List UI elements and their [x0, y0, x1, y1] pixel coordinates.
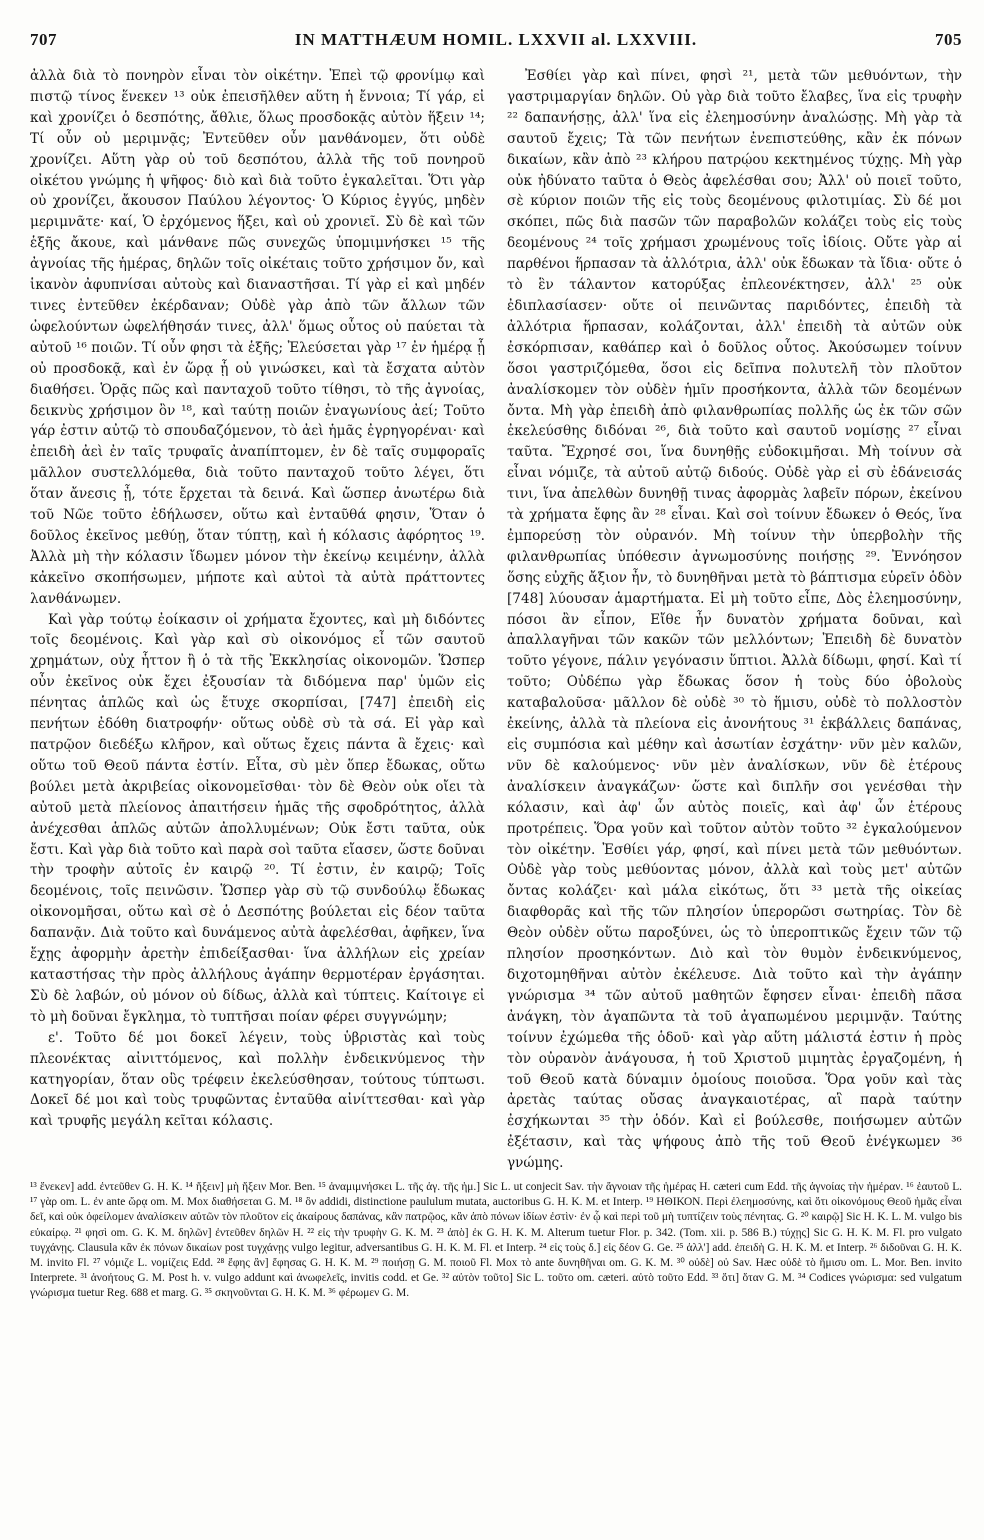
left-paragraph-2: Καὶ γὰρ τούτῳ ἐοίκασιν οἱ χρήματα ἔχοντες, καὶ μὴ διδόντες τοῖς δεομένοις. Καὶ γὰρ καὶ σὺ οἰκονόμος εἶ τῶν σαυτοῦ χρημάτων, οὐχ ἧττον ἢ ὁ τὰ τῆς Ἐκκλησίας οἰκονομῶν. Ὥσπερ οὖν ἐκεῖνος οὐκ ἔχει ἐξουσίαν τὰ διδόμενα παρ' ὑμῶν εἰς πένητας ἁπλῶς καὶ ὡς ἔτυχε σκορπίσαι, [747] ἐπειδὴ εἰς πενήτων ἐδόθη διατροφήν· οὕτως οὐδὲ σὺ τὰ σά. Εἰ γὰρ καὶ πατρῷον διεδέξω κλῆρον, καὶ οὕτως ἔχεις πάντα ἃ ἔχεις· καὶ οὕτω τοῦ Θεοῦ πάντα ἐστίν. Εἶτα, σὺ μὲν ὅπερ ἔδωκας, οὕτω βούλει μετὰ ἀκριβείας οἰκονομεῖσθαι· τὸν δὲ Θεὸν οὐκ οἴει τὰ αὐτοῦ μετὰ πλείονος ἀπαιτήσειν ἡμᾶς τῆς σφοδρότητος, ἀλλὰ ἀνέχεσθαι ἁπλῶς αὐτῶν ἀπολλυμένων; Οὐκ ἔστι ταῦτα, οὐκ ἔστι. Καὶ γὰρ διὰ τοῦτο καὶ παρὰ σοὶ ταῦτα εἴασεν, ὥστε δοῦναι τὴν τροφὴν αὐτοῖς ἐν καιρῷ ²⁰. Τί ἐστιν, ἐν καιρῷ; Τοῖς δεομένοις, τοῖς πεινῶσιν. Ὥσπερ γὰρ σὺ τῷ συνδούλῳ ἔδωκας οἰκονομῆσαι, οὕτω καὶ σὲ ὁ Δεσπότης βούλεται εἰς δέον ταῦτα δαπανᾷν. Διὰ τοῦτο καὶ δυνάμενος αὐτὰ ἀφελέσθαι, ἀφῆκεν, ἵνα ἔχῃς ἀφορμὴν ἀρετὴν ἐπιδείξασθαι· ἵνα ἀλλήλων εἰς χρείαν καταστήσας τὴν πρὸς ἀλλήλους ἀγάπην θερμοτέραν ἐργάσηται. Σὺ δὲ λαβών, οὐ μόνον οὐ δίδως, ἀλλὰ καὶ τύπτεις. Καίτοιγε εἰ τὸ μὴ δοῦναι ἔγκλημα, τὸ τυπτῆσαι ποίαν φέρει συγγνώμην; — [30, 611, 485, 1025]
left-paragraph-3: ε'. Τοῦτο δέ μοι δοκεῖ λέγειν, τοὺς ὑβριστὰς καὶ τοὺς πλεονέκτας αἰνιττόμενος, καὶ πολλὴν ἐνδεικνύμενος τὴν κατηγορίαν, ὅταν οὓς τρέφειν ἐκελεύσθησαν, τούτους τύπτωσι. Δοκεῖ δέ μοι καὶ τοὺς τρυφῶντας ἐνταῦθα αἰνίττεσθαι· καὶ γὰρ καὶ τρυφῆς μεγάλη κεῖται κόλασις. — [30, 1029, 485, 1130]
running-title: IN MATTHÆUM HOMIL. LXXVII al. LXXVIII. — [294, 30, 698, 49]
right-paragraph-1: Ἐσθίει γὰρ καὶ πίνει, φησὶ ²¹, μετὰ τῶν μεθυόντων, τὴν γαστριμαργίαν δηλῶν. Οὐ γὰρ διὰ τοῦτο ἔλαβες, ἵνα εἰς τρυφὴν ²² δαπανήσῃς, ἀλλ' ἵνα εἰς ἐλεημοσύνην ἀναλώσῃς. Μὴ γὰρ τὰ σαυτοῦ ἔχεις; Τὰ τῶν πενήτων ἐνεπιστεύθης, κἂν ἐκ πόνων δικαίων, κἂν ἀπὸ ²³ κλήρου πατρῴου κεκτημένος τύχῃς. Μὴ γὰρ οὐκ ἠδύνατο ταῦτα ὁ Θεὸς ἀφελέσθαι σου; Ἀλλ' οὐ ποιεῖ τοῦτο, σὲ κύριον ποιῶν τῆς εἰς τοὺς δεομένους φιλοτιμίας. Σὺ δέ μοι σκόπει, πῶς διὰ πασῶν τῶν παραβολῶν κολάζει τοὺς εἰς τοὺς δεομένους ²⁴ τοῖς χρήμασι χρωμένους τοῖς ἰδίοις. Οὔτε γὰρ αἱ παρθένοι ἥρπασαν τὰ ἀλλότρια, ἀλλ' οὐκ ἔδωκαν τὰ ἴδια· οὔτε ὁ τὸ ἓν τάλαντον κατορύξας ἐπλεονέκτησεν, ἀλλ' ²⁵ οὐκ ἐδιπλασίασεν· οὔτε οἱ πεινῶντας παριδόντες, ἐπειδὴ τὰ ἀλλότρια ἥρπασαν, κολάζονται, ἀλλ' ἐπειδὴ τὰ αὐτῶν οὐκ ἐσκόρπισαν, καθάπερ καὶ ὁ δοῦλος οὗτος. Ἀκούσωμεν τοίνυν ὅσοι γαστριζόμεθα, ὅσοι εἰς δεῖπνα πολυτελῆ τὸν πλοῦτον ἀναλίσκομεν τὸν οὐδὲν ἡμῖν προσήκοντα, ἀλλὰ τῶν δεομένων ὄντα. Μὴ γὰρ ἐπειδὴ ἀπὸ φιλανθρωπίας πολλῆς ὡς ἐκ τῶν σῶν ἐκελεύσθης διδόναι ²⁶, διὰ τοῦτο καὶ σαυτοῦ νομίσῃς ²⁷ εἶναι ταῦτα. Ἔχρησέ σοι, ἵνα δυνηθῇς εὐδοκιμῆσαι. Μὴ τοίνυν σὰ εἶναι νόμιζε, τὰ αὐτοῦ αὐτῷ διδούς. Οὐδὲ γὰρ εἰ σὺ ἐδάνεισάς τινι, ἵνα ἀπελθὼν δυνηθῇ τινας ἀφορμὰς λαβεῖν πόρων, ἐκείνου τὰ χρήματα ἔφης ἂν ²⁸ εἶναι. Καὶ σοὶ τοίνυν ἔδωκεν ὁ Θεός, ἵνα ἐμπορεύσῃ τὸν οὐρανόν. Μὴ τοίνυν τὴν ὑπερβολὴν τῆς φιλανθρωπίας ὑπόθεσιν ἀγνωμοσύνης ποιήσῃς ²⁹. Ἐννόησον ὅσης εὐχῆς ἄξιον ἦν, τὸ δυνηθῆναι μετὰ τὸ βάπτισμα εὑρεῖν ὁδὸν [748] λύουσαν ἁμαρτήματα. Εἰ μὴ τοῦτο εἶπε, Δὸς ἐλεημοσύνην, πόσοι ἂν εἶπον, Εἴθε ἦν δυνατὸν χρήματα δοῦναι, καὶ ἀπαλλαγῆναι τῶν κακῶν τῶν μελλόντων; Ἐπειδὴ δὲ δυνατὸν τοῦτο γέγονε, πάλιν γεγόνασιν ὕπτιοι. Ἀλλὰ δίδωμι, φησί. Καὶ τί τοῦτο; Οὐδέπω γὰρ ἔδωκας ὅσον ἡ τοὺς δύο ὀβολοὺς καταβαλοῦσα· μᾶλλον δὲ οὐδὲ ³⁰ τὸ ἥμισυ, οὐδὲ τὸ πολλοστὸν ἐκείνης, ἀλλὰ τὰ πλείονα εἰς ἀνονήτους ³¹ ἐκβάλλεις δαπάνας, εἰς συμπόσια καὶ μέθην καὶ ἀσωτίαν ἐσχάτην· νῦν μὲν καλῶν, νῦν δὲ καλούμενος· νῦν μὲν ἀναλίσκων, νῦν δὲ ἑτέρους ἀναλίσκειν ἀναγκάζων· ὥστε καὶ διπλῆν σοι γενέσθαι τὴν κόλασιν, καὶ ἀφ' ὧν αὐτὸς ποιεῖς, καὶ ἀφ' ὧν ἑτέρους προτρέπεις. Ὅρα γοῦν καὶ τοῦτον αὐτὸν τοῦτο ³² ἐγκαλούμενον τὸν οἰκέτην. Ἐσθίει γάρ, φησί, καὶ πίνει μετὰ τῶν μεθυόντων. Οὐδὲ γὰρ τοὺς μεθύοντας μόνον, ἀλλὰ καὶ τοὺς μετ' αὐτῶν ὄντας κολάζει· καὶ μάλα εἰκότως, ὅτι ³³ μετὰ τῆς οἰκείας διαφθορᾶς καὶ τῆς τῶν πλησίον ὑπερορῶσι σωτηρίας. Τὸν δὲ Θεὸν οὐδὲν οὕτω παροξύνει, ὡς τὸ ὑπεροπτικῶς ἔχειν τῶν τῷ πλησίον προσηκόντων. Διὸ καὶ τὸν θυμὸν ἐνδεικνύμενος, διχοτομηθῆναι αὐτὸν ἐκέλευσε. Διὰ τοῦτο καὶ τὴν ἀγάπην γνώρισμα ³⁴ τῶν αὐτοῦ μαθητῶν ἔφησεν εἶναι· ἐπειδὴ πᾶσα ἀνάγκη, τὸν ἀγαπῶντα τὰ τοῦ ἀγαπωμένου μεριμνᾷν. Ταύτης τοίνυν ἐχώμεθα τῆς ὁδοῦ· καὶ γὰρ αὕτη μάλιστά ἐστιν ἡ πρὸς τὸν οὐρανὸν ἀνάγουσα, ἡ τοῦ Χριστοῦ μιμητὰς ἐργαζομένη, ἡ τοῦ Θεοῦ κατὰ δύναμιν ὁμοίους ποιοῦσα. Ὅρα γοῦν καὶ τὰς ἀρετὰς ταύτας οὔσας ἀναγκαιοτέρας, αἳ παρὰ ταύτην ἐσχήκωνται ³⁵ τὴν ὁδόν. Καὶ εἰ βούλεσθε, ποιήσωμεν αὐτῶν ἐξέτασιν, καὶ τὰς ψήφους ἀπὸ τῆς τοῦ Θεοῦ ἐνέγκωμεν ³⁶ γνώμης. — [507, 68, 962, 1172]
footnotes: ¹³ ἕνεκεν] add. ἐντεῦθεν G. H. K. ¹⁴ ἥξειν] μὴ ἥξειν Mor. Ben. ¹⁵ ἀναμιμνήσκει L. τῆς ἀγ. τῆς ἡμ.] Sic L. ut conjecit Sav. τὴν ἄγνοιαν τῆς ἡμέρας H. cæteri cum Edd. τῆς ἀγνοίας τὴν ἡμέραν. ¹⁶ ἑαυτοῦ L. ¹⁷ γὰρ om. L. ἐν ante ὥρᾳ om. M. Mox διαθήσεται G. M. ¹⁸ ὂν addidi, distinctione paululum mutata, auctoribus G. H. K. M. et Interp. ¹⁹ ΗΘΙΚΟΝ. Περὶ ἐλεημοσύνης, καὶ ὅτι οἰκονόμους Θεοῦ ἡμᾶς εἶναι δεῖ, καὶ οὐκ ὀφείλομεν ἀναλίσκειν αὐτῶν τὸν πλοῦτον εἰς ἀκαίρους δαπάνας, κἂν πατρῷος, κἂν ἀπὸ πόνων ἰδίων ἐστὶν· ἐν ᾧ καὶ περὶ τοῦ μὴ τυπτίζειν τοὺς πένητας. G. ²⁰ καιρῷ] Sic H. K. L. M. vulgo bis εὐκαίρῳ. ²¹ φησὶ om. G. K. M. δηλῶν] ἐντεῦθεν δηλῶν H. ²² εἰς τὴν τρυφὴν G. K. M. ²³ ἀπὸ] ἐκ G. H. K. M. Alterum tuetur Flor. p. 342. (Tom. xii. p. 586 B.) τύχῃς] Sic G. H. K. M. Fl. pro vulgato τυγχάνῃς. Clausula κἂν ἐκ πόνων δικαίων post τυγχάνῃς vulgo legitur, adversantibus G. H. K. M. Fl. et Interp. ²⁴ εἰς τοὺς δ.] εἰς δέον G. Ge. ²⁵ ἀλλ'] add. ἐπειδὴ G. H. K. M. et Interp. ²⁶ διδοῦναι G. H. K. M. invito Fl. ²⁷ νόμιζε L. νομίζεις Edd. ²⁸ ἔφης ἂν] ἔφησας G. H. K. M. ²⁹ ποιήσῃ G. M. ποιοῦ Fl. Mox τὸ ante δυνηθῆναι om. G. K. M. ³⁰ οὐδὲ] οὐ Sav. Hæc οὐδὲ τὸ ἥμισυ om. L. Mor. Ben. invito Interprete. ³¹ ἀνοήτους G. M. Post h. v. vulgo addunt καὶ ἀνωφελεῖς, invitis codd. et Ge. ³² αὐτὸν τοῦτο] Sic L. τοῦτο om. cæteri. αὐτὸ τοῦτο Edd. ³³ ὅτι] ὅταν G. M. ³⁴ Codices γνώρισμα: sed vulgatum γνώρισμα tuetur Reg. 688 et marg. G. ³⁵ σκηνοῦνται G. H. K. M. ³⁶ φέρωμεν G. M. — [30, 1181, 962, 1300]
left-column — [30, 66, 485, 1174]
text-columns — [30, 66, 962, 1174]
page-number-left: 707 — [30, 30, 57, 49]
page-number-right: 705 — [934, 30, 962, 49]
right-column — [507, 66, 962, 1174]
left-paragraph-1: ἀλλὰ διὰ τὸ πονηρὸν εἶναι τὸν οἰκέτην. Ἐπεὶ τῷ φρονίμῳ καὶ πιστῷ τίνος ἕνεκεν ¹³ οὐκ ἐπεισῆλθεν αὕτη ἡ ἔννοια; Τί γάρ, εἰ καὶ χρονίζει ὁ δεσπότης, ἄθλιε, ὅλως προσδοκᾷς αὐτὸν ἥξειν ¹⁴; Τί οὖν οὐ μεριμνᾷς; Ἐντεῦθεν οὖν μανθάνομεν, ὅτι οὐδὲ χρονίζει. Αὕτη γὰρ οὐ τοῦ δεσπότου, ἀλλὰ τῆς τοῦ πονηροῦ οἰκέτου γνώμης ἡ ψῆφος· διὸ καὶ διὰ τοῦτο ἐγκαλεῖται. Ὅτι γὰρ οὐ χρονίζει, ἄκουσον Παύλου λέγοντος· Ὁ Κύριος ἐγγύς, μηδὲν μεριμνᾶτε· καί, Ὁ ἐρχόμενος ἥξει, καὶ οὐ χρονιεῖ. Σὺ δὲ καὶ τῶν ἑξῆς ἄκουε, καὶ μάνθανε πῶς συνεχῶς ὑπομιμνήσκει ¹⁵ τῆς ἀγνοίας τῆς ἡμέρας, δηλῶν τοῖς οἰκέταις τοῦτο χρήσιμον ὄν, καὶ ἱκανὸν ἀφυπνίσαι αὐτοὺς καὶ διαναστῆσαι. Τί γὰρ εἰ καὶ μηδέν τινες ἐντεῦθεν ἐκέρδαναν; Οὐδὲ γὰρ ἀπὸ τῶν ἄλλων τῶν ὠφελούντων ὠφελήθησάν τινες, ἀλλ' ὅμως οὗτος οὐ παύεται τὰ αὐτοῦ ¹⁶ ποιῶν. Τί οὖν φησι τὰ ἑξῆς; Ἐλεύσεται γὰρ ¹⁷ ἐν ἡμέρᾳ ᾗ οὐ προσδοκᾷ, καὶ ἐν ὥρᾳ ᾗ οὐ γινώσκει, καὶ τὰ ἔσχατα αὐτὸν διαθήσει. Ὁρᾷς πῶς καὶ πανταχοῦ τοῦτο τίθησι, τὸ τῆς ἀγνοίας, δεικνὺς χρήσιμον ὂν ¹⁸, καὶ ταύτῃ ποιῶν ἐναγωνίους ἀεί; Τοῦτο γάρ ἐστιν αὐτῷ τὸ σπουδαζόμενον, τὸ ἀεὶ ἡμᾶς ἐγρηγορέναι· καὶ ἐπειδὴ ἀεὶ ἐν ταῖς τρυφαῖς ἀναπίπτομεν, ἐν δὲ ταῖς συμφοραῖς μᾶλλον συστελλόμεθα, διὰ τοῦτο πανταχοῦ τοῦτο λέγει, ὅτι ὅταν ἄνεσις ᾖ, τότε ἔρχεται τὰ δεινά. Καὶ ὥσπερ ἀνωτέρω διὰ τοῦ Νῶε τοῦτο ἐδήλωσεν, οὕτω καὶ ἐνταῦθά φησιν, Ὅταν ὁ δοῦλος ἐκεῖνος μεθύῃ, ὅταν τύπτῃ, καὶ ἡ κόλασις ἀφόρητος ¹⁹. Ἀλλὰ μὴ τὴν κόλασιν ἴδωμεν μόνον τὴν ἐκείνῳ κειμένην, ἀλλὰ κἀκεῖνο σκοπήσωμεν, μήποτε καὶ αὐτοὶ τὰ αὐτὰ πράττοντες λανθάνωμεν. — [30, 68, 485, 607]
running-header — [30, 30, 962, 60]
